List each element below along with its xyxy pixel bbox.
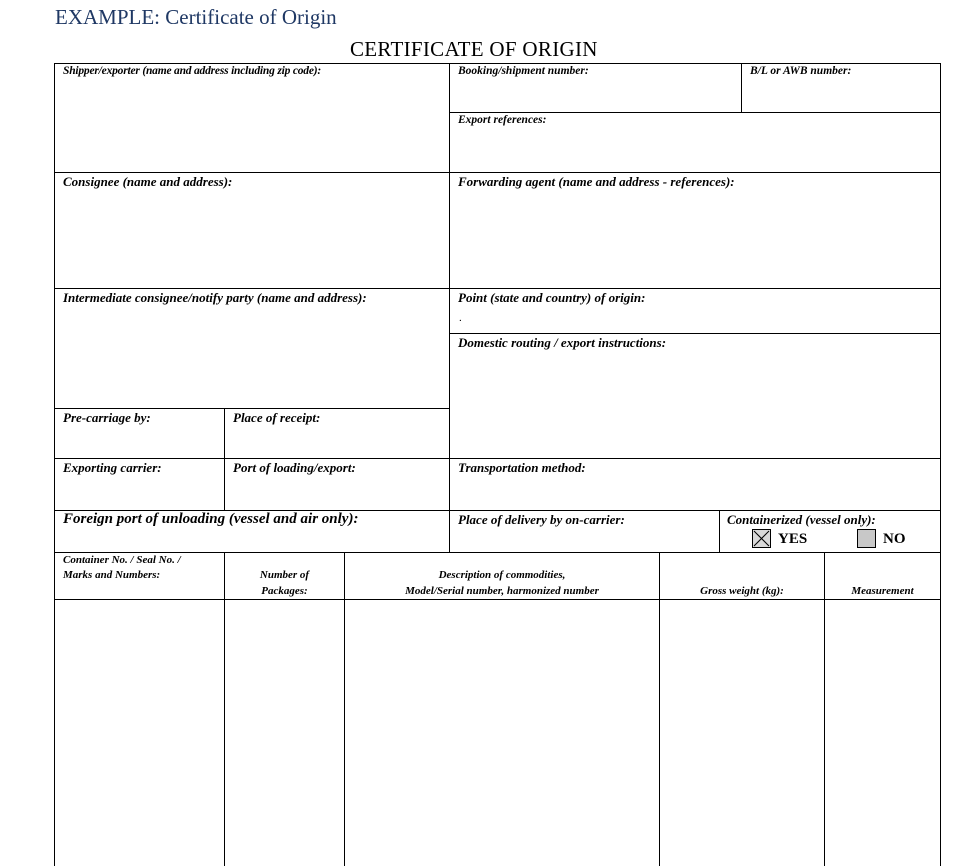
containerized-yes-checkbox[interactable] xyxy=(752,529,771,548)
pre-carriage-label: Pre-carriage by: xyxy=(63,410,151,425)
example-heading: EXAMPLE: Certificate of Origin xyxy=(55,5,337,29)
forwarding-agent-label: Forwarding agent (name and address - references): xyxy=(458,174,735,189)
foreign-port-unloading-label: Foreign port of unloading (vessel and air only): xyxy=(63,511,359,527)
domestic-routing-label: Domestic routing / export instructions: xyxy=(458,335,667,350)
col-packages-header-line2: Packages: xyxy=(261,585,308,597)
rule-right xyxy=(940,63,941,866)
containerized-no-label: NO xyxy=(883,531,906,547)
col-gross-weight-header: Gross weight (kg): xyxy=(700,585,784,597)
intermediate-consignee-field[interactable] xyxy=(55,289,449,408)
consignee-label: Consignee (name and address): xyxy=(63,174,233,189)
containerized-no-checkbox[interactable] xyxy=(857,529,876,548)
packages-cell[interactable] xyxy=(225,600,344,866)
export-references-label: Export references: xyxy=(458,114,547,126)
consignee-field[interactable] xyxy=(55,173,449,288)
containerized-label: Containerized (vessel only): xyxy=(727,512,876,527)
domestic-routing-field[interactable] xyxy=(450,334,940,458)
col-description-header-line2: Model/Serial number, harmonized number xyxy=(405,585,599,597)
place-of-receipt-label: Place of receipt: xyxy=(233,410,321,425)
shipper-exporter-label: Shipper/exporter (name and address including zip code): xyxy=(63,65,321,77)
shipper-exporter-field[interactable] xyxy=(55,64,449,172)
description-cell[interactable] xyxy=(345,600,659,866)
col-container-header-line2: Marks and Numbers: xyxy=(63,569,161,581)
col-container-header-line1: Container No. / Seal No. / xyxy=(63,554,181,566)
form-title: CERTIFICATE OF ORIGIN xyxy=(350,37,598,61)
containerized-yes-label: YES xyxy=(778,531,808,547)
col-measurement-header: Measurement xyxy=(851,585,914,597)
container-marks-cell[interactable] xyxy=(55,600,224,866)
point-of-origin-label: Point (state and country) of origin: xyxy=(458,290,646,305)
checked-x-icon xyxy=(753,530,770,547)
booking-shipment-number-label: Booking/shipment number: xyxy=(458,65,589,77)
bl-awb-number-label: B/L or AWB number: xyxy=(750,65,852,77)
transportation-method-label: Transportation method: xyxy=(458,460,586,475)
col-description-header-line1: Description of commodities, xyxy=(438,569,566,581)
forwarding-agent-field[interactable] xyxy=(450,173,940,288)
gross-weight-cell[interactable] xyxy=(660,600,824,866)
col-packages-header-line1: Number of xyxy=(259,569,310,581)
intermediate-consignee-label: Intermediate consignee/notify party (name and address): xyxy=(63,290,367,305)
exporting-carrier-label: Exporting carrier: xyxy=(63,460,162,475)
point-of-origin-value: . xyxy=(459,312,462,324)
rule-containerized-divider xyxy=(719,510,720,552)
place-of-delivery-label: Place of delivery by on-carrier: xyxy=(458,512,625,527)
port-of-loading-label: Port of loading/export: xyxy=(233,460,356,475)
measurement-cell[interactable] xyxy=(825,600,940,866)
rule-unloading-bottom xyxy=(54,552,941,553)
